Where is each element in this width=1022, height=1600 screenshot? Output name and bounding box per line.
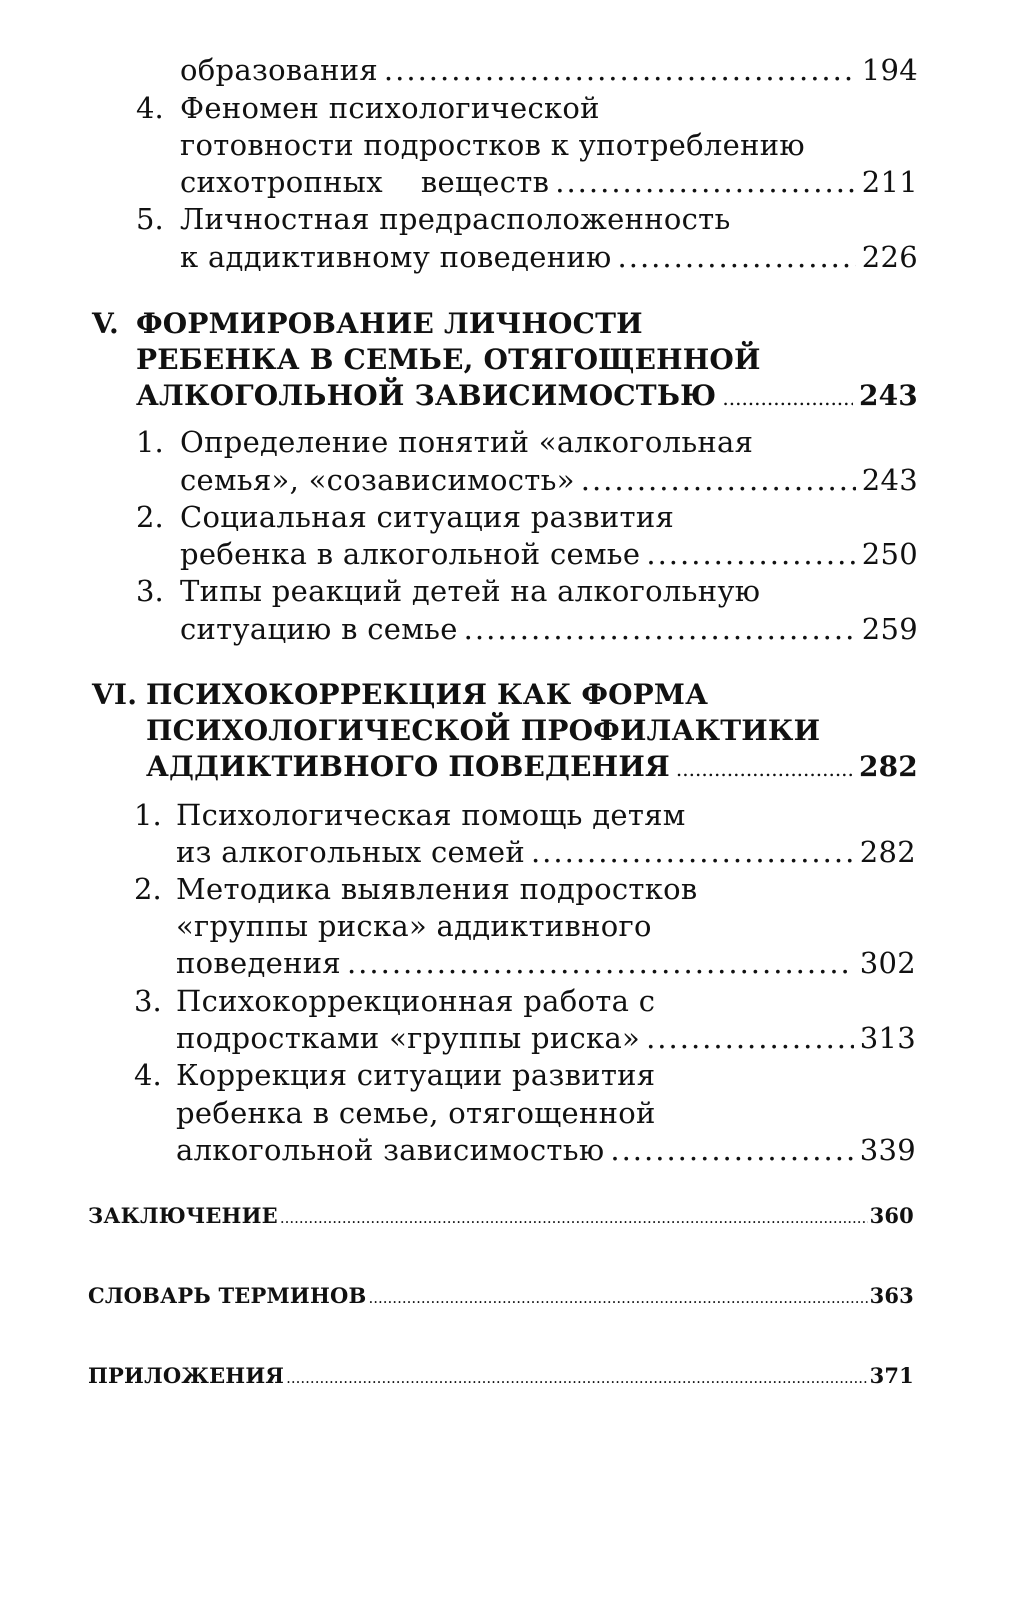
toc-entry-line[interactable]	[180, 239, 918, 275]
leader-dots	[646, 1020, 854, 1056]
toc-entry-line[interactable]	[180, 90, 600, 126]
toc-entry-text: Социальная ситуация развития	[180, 500, 675, 534]
leader-dots	[646, 536, 855, 572]
toc-entry-line[interactable]	[176, 797, 686, 833]
page-number: 226	[861, 240, 918, 274]
item-number: 1.	[134, 798, 162, 832]
item-number: 2.	[134, 872, 162, 906]
item-number: 3.	[136, 574, 164, 608]
chapter-title-line[interactable]	[136, 342, 761, 378]
leader-dots	[464, 611, 856, 647]
leader-dots	[347, 945, 854, 981]
toc-entry-text: СЛОВАРЬ ТЕРМИНОВ	[88, 1283, 367, 1308]
toc-entry-line[interactable]	[176, 1057, 655, 1093]
leader-dots	[722, 380, 853, 416]
toc-entry-text: Психокоррекционная работа с	[176, 984, 656, 1018]
page-number: 194	[861, 53, 918, 87]
toc-entry-line[interactable]	[180, 127, 805, 163]
toc-entry-text: образования	[180, 53, 378, 87]
page-number: 302	[859, 946, 916, 980]
leader-dots	[581, 462, 856, 498]
toc-entry-line[interactable]	[176, 908, 652, 944]
toc-entry-text: ребенка в семье, отягощенной	[176, 1096, 656, 1130]
chapter-title-line[interactable]	[146, 677, 708, 713]
chapter-title-text: ПСИХОЛОГИЧЕСКОЙ ПРОФИЛАКТИКИ	[146, 714, 821, 747]
toc-entry-line[interactable]	[180, 164, 918, 200]
page-number: 371	[869, 1363, 914, 1388]
chapter-title-line[interactable]	[136, 378, 918, 416]
toc-entry-text: «группы риска» аддиктивного	[176, 909, 652, 943]
toc-entry-line[interactable]	[176, 945, 916, 981]
leader-dots	[618, 239, 856, 275]
chapter-title-text: РЕБЕНКА В СЕМЬЕ, ОТЯГОЩЕННОЙ	[136, 343, 761, 376]
page-number: 243	[858, 379, 918, 412]
chapter-title-line[interactable]	[146, 713, 820, 749]
toc-entry-text: Феномен психологической	[180, 91, 600, 125]
item-number: 4.	[134, 1058, 162, 1092]
leader-dots	[555, 164, 855, 200]
toc-entry-text: Психологическая помощь детям	[176, 798, 686, 832]
item-number: 3.	[134, 984, 162, 1018]
toc-entry-line[interactable]	[180, 424, 753, 460]
toc-entry-line[interactable]	[176, 1020, 916, 1056]
chapter-title-text: ФОРМИРОВАНИЕ ЛИЧНОСТИ	[136, 307, 643, 340]
leader-dots	[280, 1203, 868, 1233]
toc-entry-text: Коррекция ситуации развития	[176, 1058, 656, 1092]
toc-entry-line[interactable]	[176, 1132, 916, 1168]
leader-dots	[610, 1132, 853, 1168]
toc-entry-continued[interactable]	[180, 52, 918, 88]
toc-entry-text: готовности подростков к употреблению	[180, 128, 805, 162]
chapter-title-line[interactable]	[146, 749, 918, 787]
toc-entry-text: ЗАКЛЮЧЕНИЕ	[88, 1203, 278, 1228]
leader-dots	[368, 1283, 867, 1313]
chapter-numeral: VI.	[92, 678, 138, 711]
toc-entry-text: Определение понятий «алкогольная	[180, 425, 754, 459]
page-number: 211	[861, 165, 918, 199]
toc-entry-text: ребенка в алкогольной семье	[180, 537, 641, 571]
toc-entry-conclusion[interactable]	[88, 1201, 914, 1233]
chapter-title-text: ПСИХОКОРРЕКЦИЯ КАК ФОРМА	[146, 678, 709, 711]
chapter-numeral: V.	[92, 307, 119, 340]
toc-entry-line[interactable]	[176, 1095, 656, 1131]
toc-entry-line[interactable]	[180, 201, 731, 237]
item-number: 2.	[136, 500, 164, 534]
toc-entry-text: ситуацию в семье	[180, 612, 458, 646]
toc-entry-line[interactable]	[180, 611, 918, 647]
page-number: 363	[869, 1283, 914, 1308]
item-number: 1.	[136, 425, 164, 459]
page-number: 282	[858, 750, 918, 783]
page-number: 250	[861, 537, 918, 571]
toc-entry-text: Личностная предрасположенность	[180, 202, 731, 236]
toc-entry-line[interactable]	[180, 499, 674, 535]
page-number: 243	[861, 463, 918, 497]
item-number: 5.	[136, 202, 164, 236]
chapter-title-text: АЛКОГОЛЬНОЙ ЗАВИСИМОСТЬЮ	[136, 379, 717, 412]
toc-entry-text: из алкогольных семей	[176, 835, 525, 869]
toc-entry-text: алкогольной зависимостью	[176, 1133, 605, 1167]
page-number: 313	[859, 1021, 916, 1055]
page-number: 360	[869, 1203, 914, 1228]
toc-entry-line[interactable]	[176, 983, 655, 1019]
toc-entry-text: подростками «группы риска»	[176, 1021, 641, 1055]
toc-entry-glossary[interactable]	[88, 1281, 914, 1313]
page-number: 259	[861, 612, 918, 646]
toc-entry-text: сихотропных веществ	[180, 165, 550, 199]
leader-dots	[286, 1363, 867, 1393]
page-number: 282	[859, 835, 916, 869]
chapter-title-text: АДДИКТИВНОГО ПОВЕДЕНИЯ	[146, 750, 670, 783]
leader-dots	[384, 52, 856, 88]
leader-dots	[531, 834, 854, 870]
chapter-title-line[interactable]	[136, 306, 643, 342]
page-number: 339	[859, 1133, 916, 1167]
toc-entry-text: поведения	[176, 946, 341, 980]
toc-entry-text: семья», «созависимость»	[180, 463, 575, 497]
toc-entry-text: к аддиктивному поведению	[180, 240, 612, 274]
item-number: 4.	[136, 91, 164, 125]
leader-dots	[676, 751, 853, 787]
toc-entry-text: Методика выявления подростков	[176, 872, 698, 906]
toc-entry-line[interactable]	[180, 536, 918, 572]
toc-entry-text: Типы реакций детей на алкогольную	[180, 574, 761, 608]
toc-entry-text: ПРИЛОЖЕНИЯ	[88, 1363, 285, 1388]
toc-entry-appendices[interactable]	[88, 1361, 914, 1393]
toc-entry-line[interactable]	[176, 834, 916, 870]
toc-entry-line[interactable]	[176, 871, 698, 907]
toc-entry-line[interactable]	[180, 573, 760, 609]
toc-entry-line[interactable]	[180, 462, 918, 498]
